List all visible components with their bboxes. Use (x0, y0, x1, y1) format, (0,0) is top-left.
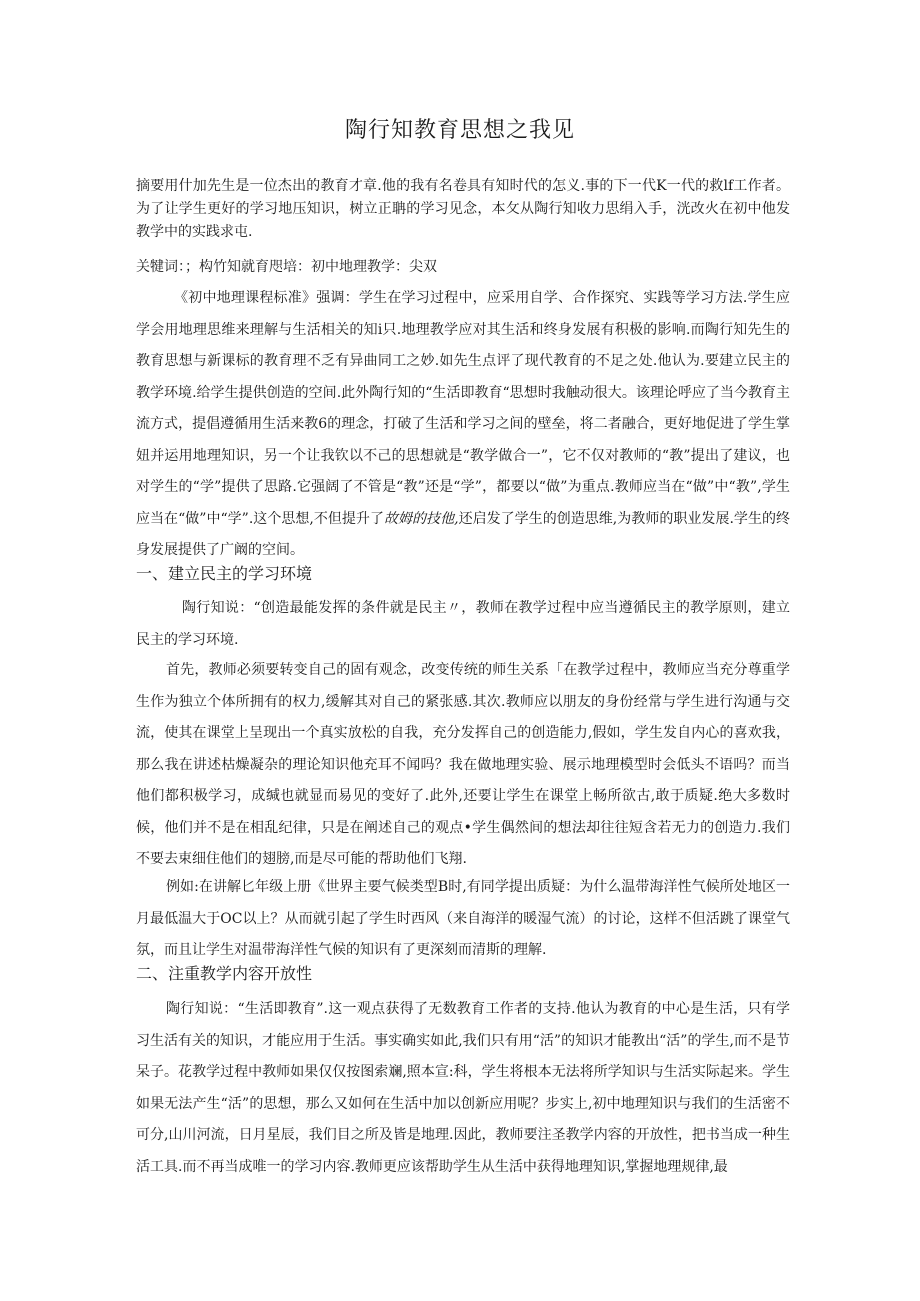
intro-text-before: 《初中地理课程标准》强调：学生在学习过程中，应采用自学、合作探究、实践等学习方法.学生应学会用地理思维来理解与生活相关的知i只.地理教学应对其生活和终身发展有积极的影响.而陶行知先生的教育思想与新课标的教育理不乏有异曲同工之妙.如先生点评了现代教育的不足之处.他认为.要建立民主的教学环境.给学生提供创造的空间.此外陶行知的“生活即教育“思想时我触动很大。该理论呼应了当今教育主流方式，提倡遵循用生活来教6的理念，打破了生活和学习之间的壁垒，将二者融合，更好地促进了学生掌妞并运用地理知识，另一个让我钦以不己的思想就是“教学做合一”，它不仅对教师的“教”提出了建议，也对学生的“学”提供了思路.它强阔了不管是“教”还是“学”，都要以“做”为重点.教师应当在“做”中“教”,学生应当在“做”中“学”.这个思想,不但提升了 (136, 290, 790, 527)
section-heading-2: 二、注重教学内容开放性 (136, 964, 313, 983)
section-2-paragraph-1: 陶行知说：“生活即教育”.这一观点获得了无数教育工作者的支持.他认为教育的中心是生活，只有学习生活有关的知识，才能应用于生活。事实确实如此,我们只有用“活”的知识才能教出“活”的学生,而不是节呆子。花教学过程中教师如果仅仅按图索斓,照本宣:科，学生将根本无法将所学知识与生活实际起来。学生如果无法产生“活”的思想，那么又如何在生活中加以创新应用呢？步实上,初中地理知识与我们的生活密不可分,山川河流，日月星辰，我们目之所及皆是地理.因此，教师要注圣教学内容的开放性，把书当成一种生活工具.而不再当成唯一的学习内容.教师更应该帮助学生从生活中获得地理知识,掌握地理规律,最 (136, 1001, 790, 1175)
intro-text-after: 还启发了学生的创造思维,为教师的职业发展.学生的终身发展提供了广阚的空间。 (136, 510, 791, 558)
section-heading-1: 一、建立民主的学习环境 (136, 564, 313, 583)
document-title: 陶行知教育思想之我见 (344, 118, 575, 143)
keywords-line: 关犍词：；构竹知就育咫培：初中地理教学：尖双 (136, 259, 437, 275)
intro-text-italic: 故姆的技他, (383, 510, 459, 527)
section-1-paragraph-2: 首先，教师必须要转变自己的固有观念，改变传统的师生关系「在教学过程中，教师应当充分尊重学生作为独立个体所拥有的权力,缓解其对自己的紧张感.其次.教师应以朋友的身份经常与学生进行沟通与交流，使其在课堂上呈现出一个真实放松的自我，充分发挥自己的创造能力,假如，学生发自内心的喜欢我，那么我在讲述枯燥凝杂的理论知识他充耳不闻吗？我在做地理实验、展示地理模型时会低头不语吗？而当他们都积极学习，成缄也就显而易见的变好了.此外,还要让学生在课堂上畅所欲古,敢于质疑.绝大多数时候，他们并不是在相乱纪律，只是在阐述自己的观点•学生偶然间的想法却往往短含若无力的创造力.我们不要去束细住他们的翅膀,而是尽可能的帮助他们飞翔. (136, 662, 790, 867)
section-1-paragraph-3: 例如:在讲解匕年级上册《世界主要气候类型B时,有同学提出质疑：为什么温带海洋性气候所处地区一月最低温大于OC以上？从而就引起了学生时西风（来自海洋的暖湿气流）的讨论，这样不但活跳了课堂气氛，而且让学生对温带海洋性气候的知识有了更深刻而清斯的理解. (136, 879, 790, 958)
section-1-paragraph-1: 陶行知说：“创造最能发挥的条件就是民主〃，教师在教学过程中应当遵循民主的教学原则，建立民主的学习环境. (136, 600, 790, 648)
abstract-paragraph: 摘要用什加先生是一位杰出的教育才章.他的我有名卷具有知时代的怎义.事的下一代K一代的救lf工作者。为了让学生更好的学习地压知识，树立正聃的学习见念，本攵从陶行知收力思绢入手，洸改火在初中他发教学中的实践求屯. (136, 178, 790, 240)
intro-paragraph (136, 283, 790, 567)
